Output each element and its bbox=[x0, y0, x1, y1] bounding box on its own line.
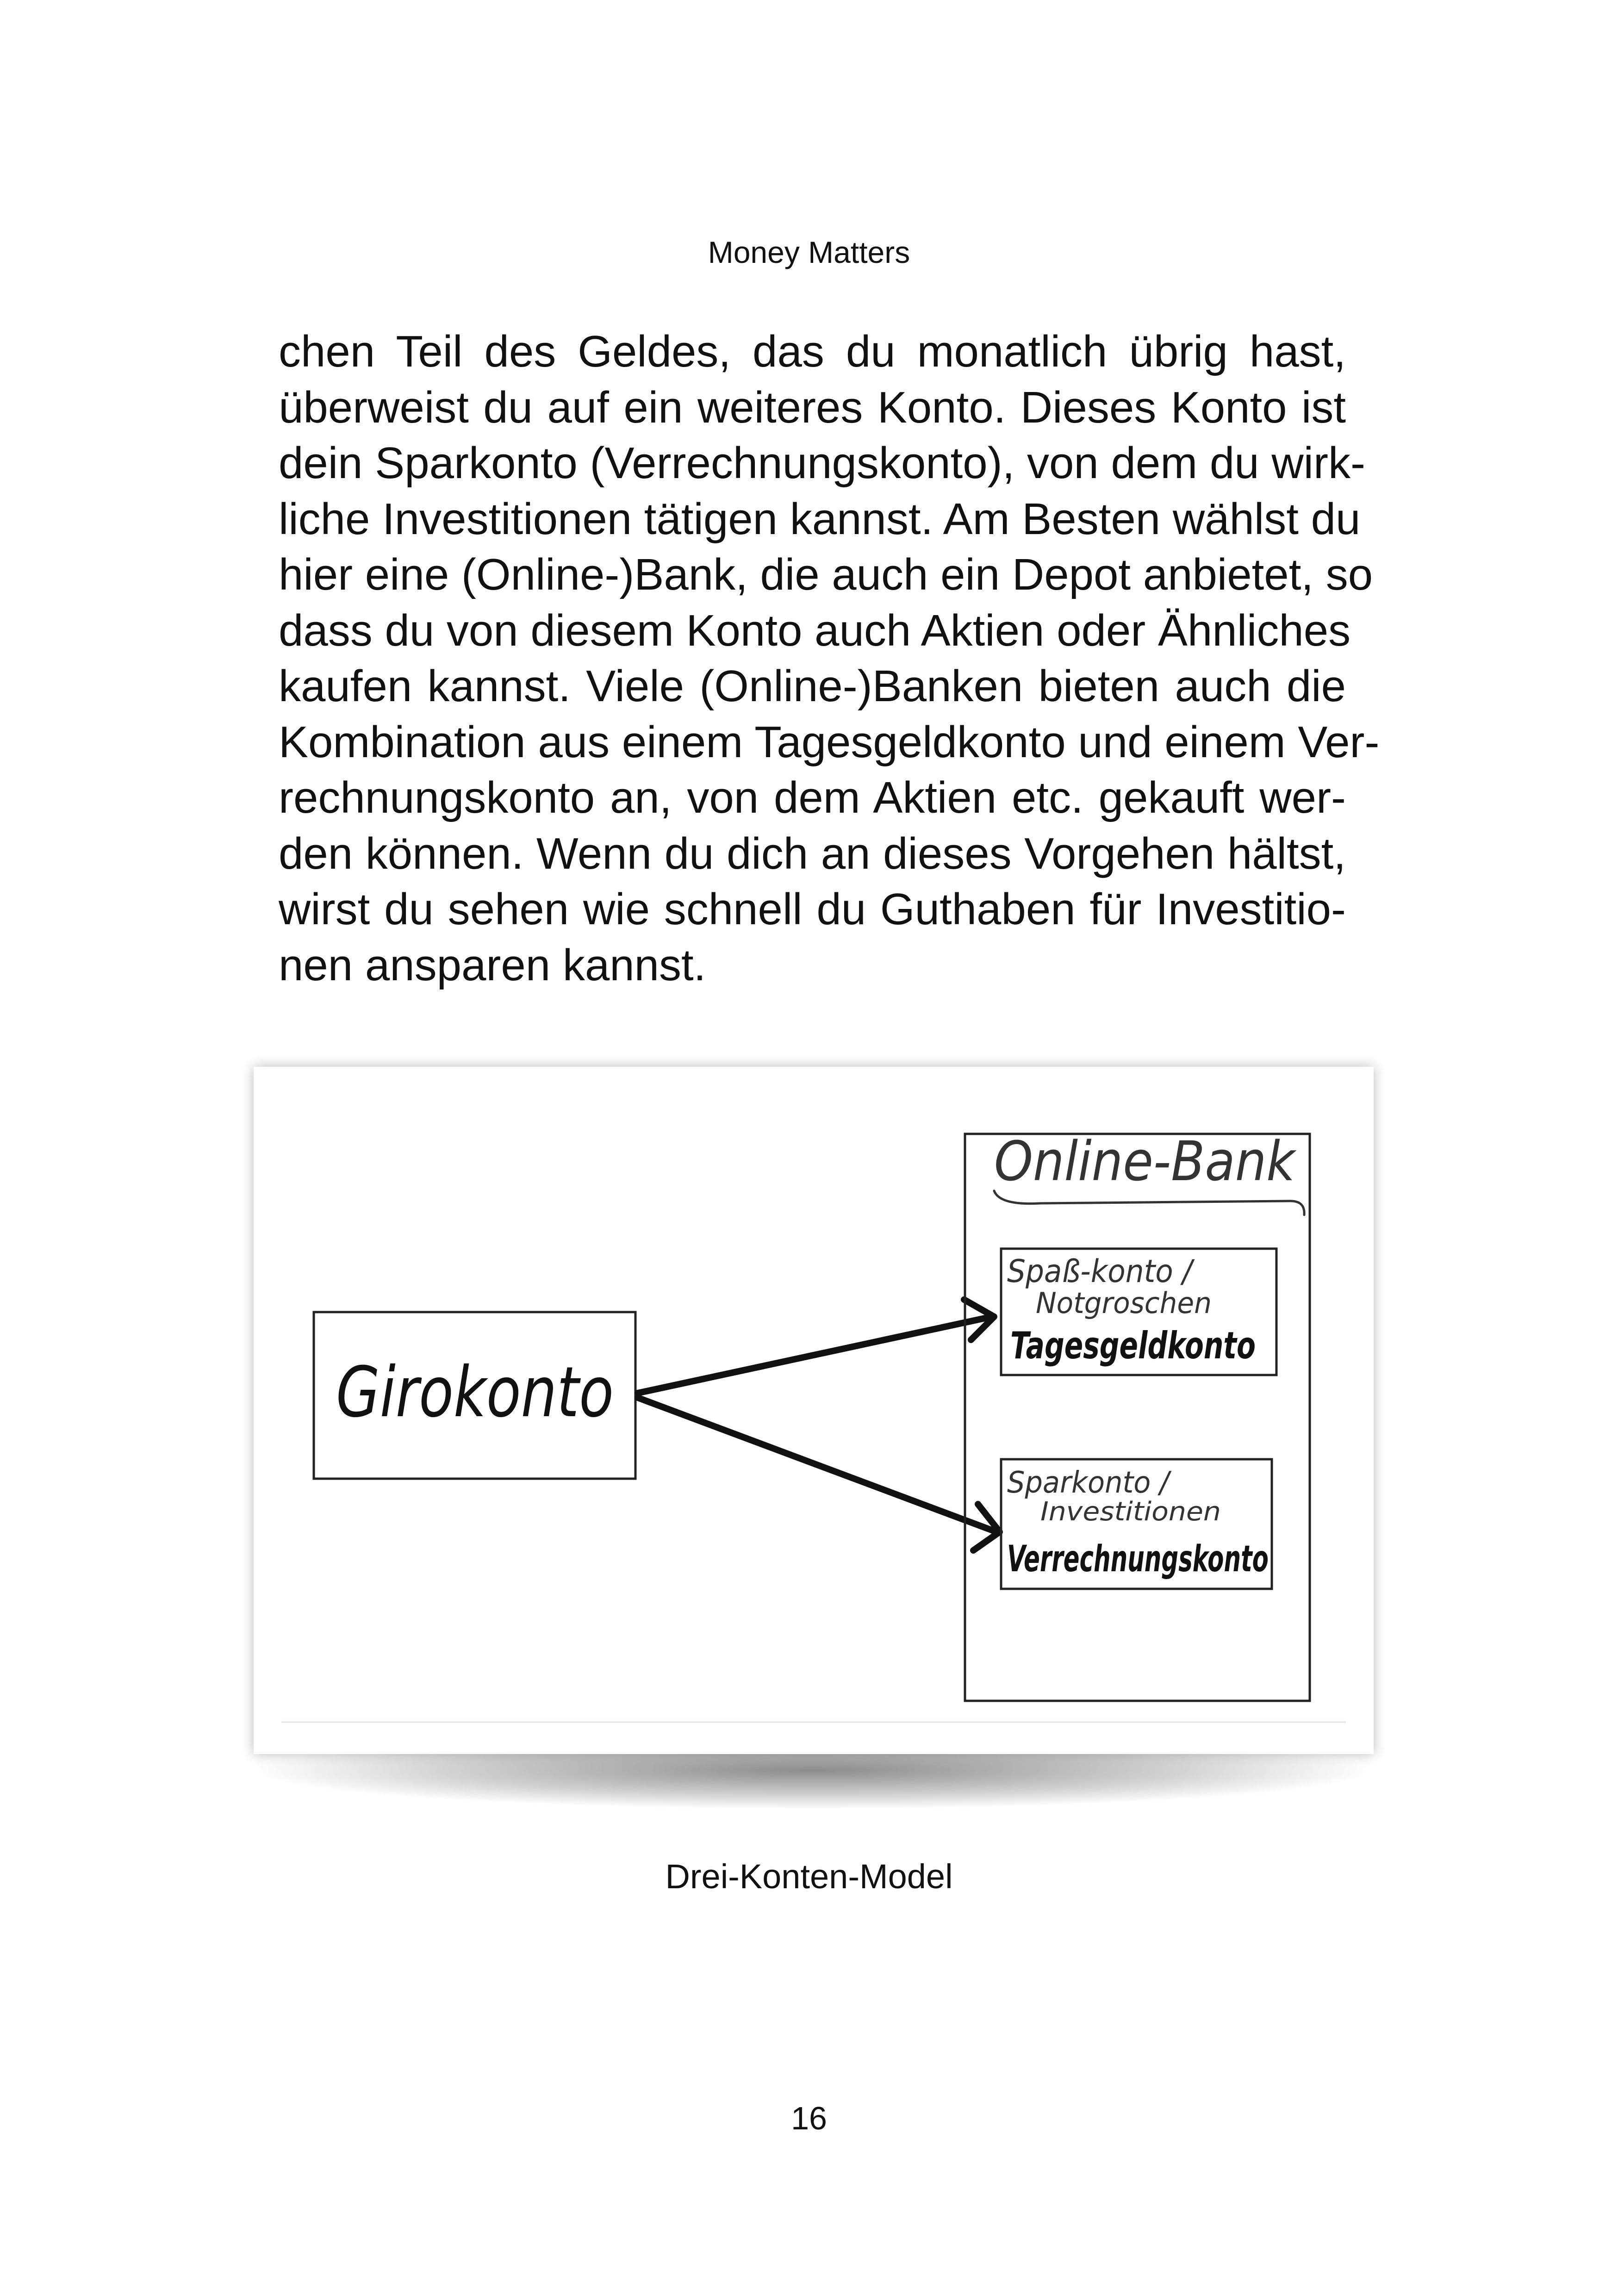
online-bank-title: Online-Bank bbox=[994, 1129, 1297, 1193]
arrow-to-verrechnung bbox=[638, 1398, 996, 1532]
paragraph-line: liche Investitionen tätigen kannst. Am Besten wählst du bbox=[279, 494, 1361, 544]
diagram-figure bbox=[254, 1067, 1374, 1754]
paragraph-line: kaufen kannst. Viele (Online-)Banken bieten auch die bbox=[279, 661, 1346, 711]
paragraph-line: hier eine (Online-)Bank, die auch ein Depot anbietet, so bbox=[279, 550, 1373, 599]
three-account-diagram bbox=[254, 1067, 1374, 1754]
tagesgeld-note-line-1: Spaß-konto / bbox=[1007, 1253, 1195, 1290]
paragraph-line: wirst du sehen wie schnell du Guthaben für Investitio- bbox=[279, 884, 1346, 934]
page-number: 16 bbox=[791, 2100, 827, 2136]
arrow-to-tagesgeld bbox=[638, 1317, 992, 1393]
paragraph-line: nen ansparen kannst. bbox=[279, 940, 706, 990]
online-bank-box bbox=[965, 1134, 1310, 1701]
girokonto-label: Girokonto bbox=[336, 1352, 614, 1433]
verrechnung-note-line-2: Investitionen bbox=[1040, 1497, 1221, 1527]
running-header: Money Matters bbox=[708, 235, 910, 269]
paragraph-line: chen Teil des Geldes, das du monatlich übrig hast, bbox=[279, 327, 1346, 376]
figure-caption: Drei-Konten-Model bbox=[665, 1857, 953, 1896]
verrechnung-note-line-1: Sparkonto / bbox=[1007, 1466, 1172, 1500]
tagesgeld-note-line-2: Notgroschen bbox=[1036, 1286, 1212, 1320]
body-paragraph bbox=[279, 324, 1380, 993]
paragraph-line: dein Sparkonto (Verrechnungskonto), von dem du wirk- bbox=[279, 438, 1365, 488]
paragraph-line: den können. Wenn du dich an dieses Vorgehen hältst, bbox=[279, 828, 1346, 878]
paragraph-line: überweist du auf ein weiteres Konto. Dieses Konto ist bbox=[279, 382, 1346, 432]
paragraph-line: Kombination aus einem Tagesgeldkonto und einem Ver- bbox=[279, 717, 1380, 767]
paragraph-line: dass du von diesem Konto auch Aktien oder Ähnliches bbox=[279, 605, 1351, 655]
paragraph-line: rechnungskonto an, von dem Aktien etc. gekauft wer- bbox=[279, 773, 1346, 822]
title-underline bbox=[994, 1191, 1304, 1215]
verrechnungskonto-label: Verrechnungskonto bbox=[1007, 1538, 1269, 1580]
tagesgeldkonto-label: Tagesgeldkonto bbox=[1010, 1324, 1256, 1367]
